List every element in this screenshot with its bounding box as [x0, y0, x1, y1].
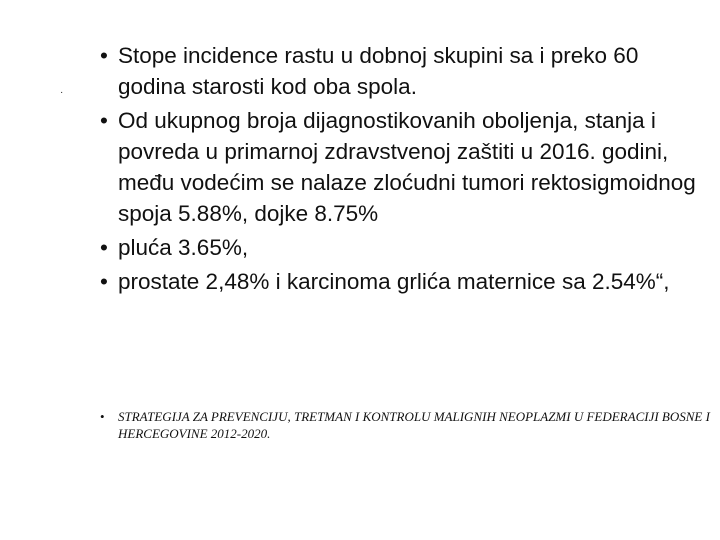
- bullet-marker: •: [100, 43, 108, 68]
- source-text: STRATEGIJA ZA PREVENCIJU, TRETMAN I KONTROLU MALIGNIH NEOPLAZMI U FEDERACIJI BOSNE I HERCEGOVINE 2012-2020.: [118, 409, 710, 441]
- source-item: [100, 408, 710, 442]
- source-bullet-marker: •: [100, 409, 105, 424]
- bullet-text-incidence: Stope incidence rastu u dobnoj skupini sa i preko 60 godina starosti kod oba spola.: [118, 43, 639, 99]
- bullet-text-diagnoses: Od ukupnog broja dijagnostikovanih oboljenja, stanja i povreda u primarnoj zdravstvenoj zaštiti u 2016. godini, među vodećim se nalaze zloćudni tumori rektosigmoidnog spoja 5.88%, dojke 8.75%: [118, 108, 696, 226]
- bullet-marker: •: [100, 269, 108, 294]
- source-citation: [100, 408, 710, 442]
- bullet-marker: •: [100, 108, 108, 133]
- bullet-marker: •: [100, 235, 108, 260]
- stray-dot-mark: ·: [60, 87, 64, 98]
- bullet-text-lungs: pluća 3.65%,: [118, 235, 249, 260]
- bullet-item: [100, 40, 700, 102]
- bullet-item: [100, 266, 700, 297]
- bullet-text-prostate-cervix: prostate 2,48% i karcinoma grlića maternice sa 2.54%“,: [118, 269, 670, 294]
- bullet-item: [100, 232, 700, 263]
- bullet-item: [100, 105, 700, 229]
- bullet-list: [100, 40, 700, 300]
